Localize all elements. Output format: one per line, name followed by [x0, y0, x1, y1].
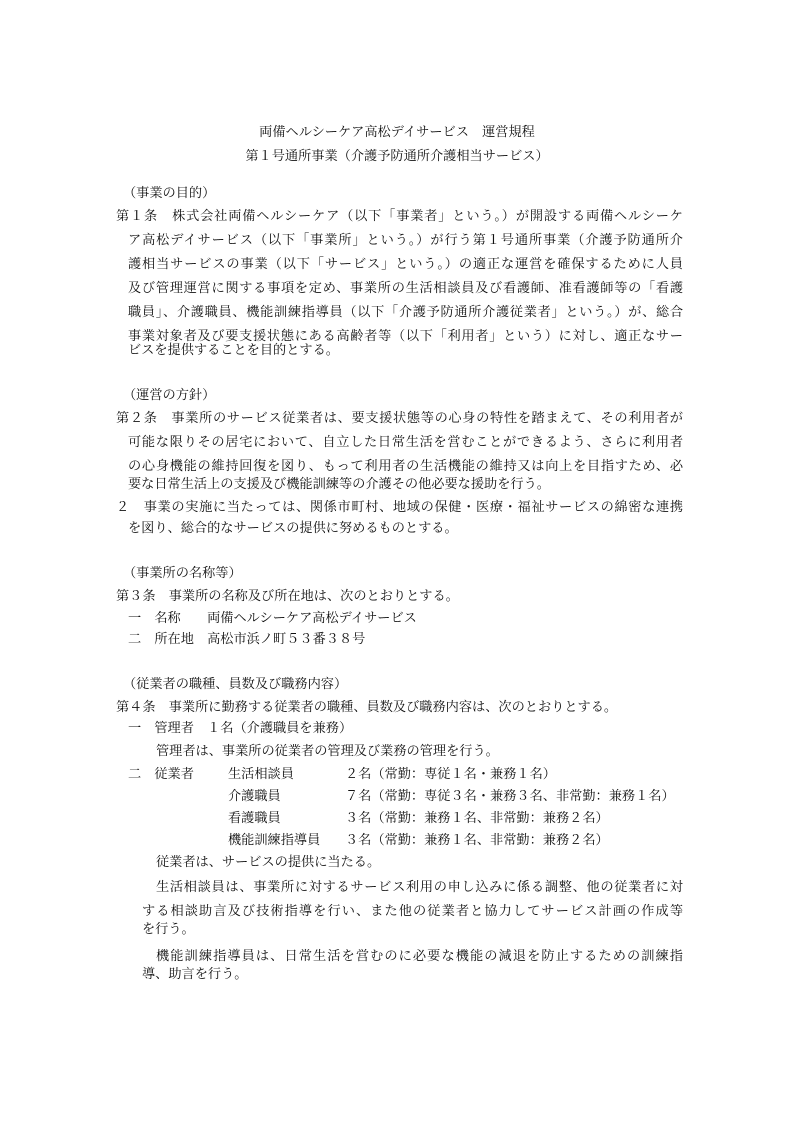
staff-count: ７名（常勤：専従３名・兼務３名、非常勤：兼務１名） — [345, 789, 675, 804]
document-subtitle: 第１号通所事業（介護予防通所介護相当サービス） — [245, 149, 549, 164]
body-line: 機能訓練指導員は、日常生活を営むのに必要な機能の減退を防止するための訓練指 — [156, 949, 685, 964]
body-line: 導、助言を行う。 — [142, 967, 248, 982]
body-line: を行う。 — [142, 922, 195, 937]
body-line: 生活相談員は、事業所に対するサービス利用の申し込みに係る調整、他の従業者に対 — [156, 880, 684, 895]
body-line: 第２条 事業所のサービス従業者は、要支援状態等の心身の特性を踏まえて、その利用者が — [116, 411, 684, 426]
section-heading: （運営の方針） — [123, 388, 216, 403]
body-line: 第１条 株式会社両備ヘルシーケア（以下「事業者」という。）が開設する両備ヘルシーケ — [116, 209, 684, 224]
body-line: を図り、総合的なサービスの提供に努めるものとする。 — [128, 521, 458, 536]
body-line: 及び管理運営に関する事項を定め、事業所の生活相談員及び看護師、准看護師等の「看護 — [128, 281, 684, 296]
body-line: 可能な限りその居宅において、自立した日常生活を営むことができるよう、さらに利用者 — [128, 435, 684, 450]
body-line: の心身機能の維持回復を図り、もって利用者の生活機能の維持又は向上を目指すため、必 — [128, 459, 684, 474]
section-heading: （事業の目的） — [123, 186, 216, 201]
body-line: する相談助言及び技術指導を行い、また他の従業者と協力してサービス計画の作成等 — [142, 904, 685, 919]
staff-role: 看護職員 — [228, 811, 281, 826]
body-line: 第３条 事業所の名称及び所在地は、次のとおりとする。 — [116, 589, 459, 604]
body-line: ア高松デイサービス（以下「事業所」という。）が行う第１号通所事業（介護予防通所介 — [128, 233, 684, 248]
body-line: 職員」、介護職員、機能訓練指導員（以下「介護予防通所介護従業者」という。）が、総合 — [128, 305, 684, 320]
body-line: 事業対象者及び要支援状態にある高齢者等（以下「利用者」という）に対し、適正なサー — [128, 329, 684, 344]
body-line: ビスを提供することを目的とする。 — [128, 343, 339, 358]
body-line: 要な日常生活上の支援及び機能訓練等の介護その他必要な援助を行う。 — [128, 477, 550, 492]
staff-role: 機能訓練指導員 — [228, 833, 321, 848]
body-line: 二 所在地 高松市浜ノ町５３番３８号 — [128, 632, 366, 647]
staff-count: ２名（常勤：専従１名・兼務１名） — [345, 767, 556, 782]
staff-label: 二 従業者 — [128, 767, 194, 782]
body-line: 一 名称 両備ヘルシーケア高松デイサービス — [128, 611, 417, 626]
staff-role: 介護職員 — [228, 789, 281, 804]
body-line: ２ 事業の実施に当たっては、関係市町村、地域の保健・医療・福祉サービスの綿密な連携 — [116, 500, 684, 515]
section-heading: （事業所の名称等） — [123, 566, 242, 581]
staff-count: ３名（常勤：兼務１名、非常勤：兼務２名） — [345, 833, 609, 848]
body-line: 管理者は、事業所の従業者の管理及び業務の管理を行う。 — [156, 744, 499, 759]
body-line: 護相当サービスの事業（以下「サービス」という。）の適正な運営を確保するために人員 — [128, 257, 684, 272]
staff-role: 生活相談員 — [228, 767, 294, 782]
body-line: 第４条 事業所に勤務する従業者の職種、員数及び職務内容は、次のとおりとする。 — [116, 700, 618, 715]
section-heading: （従業者の職種、員数及び職務内容） — [123, 677, 348, 692]
document-title: 両備ヘルシーケア高松デイサービス 運営規程 — [259, 125, 535, 140]
staff-count: ３名（常勤：兼務１名、非常勤：兼務２名） — [345, 811, 609, 826]
body-line: 従業者は、サービスの提供に当たる。 — [156, 855, 381, 870]
body-line: 一 管理者 １名（介護職員を兼務） — [128, 721, 353, 736]
